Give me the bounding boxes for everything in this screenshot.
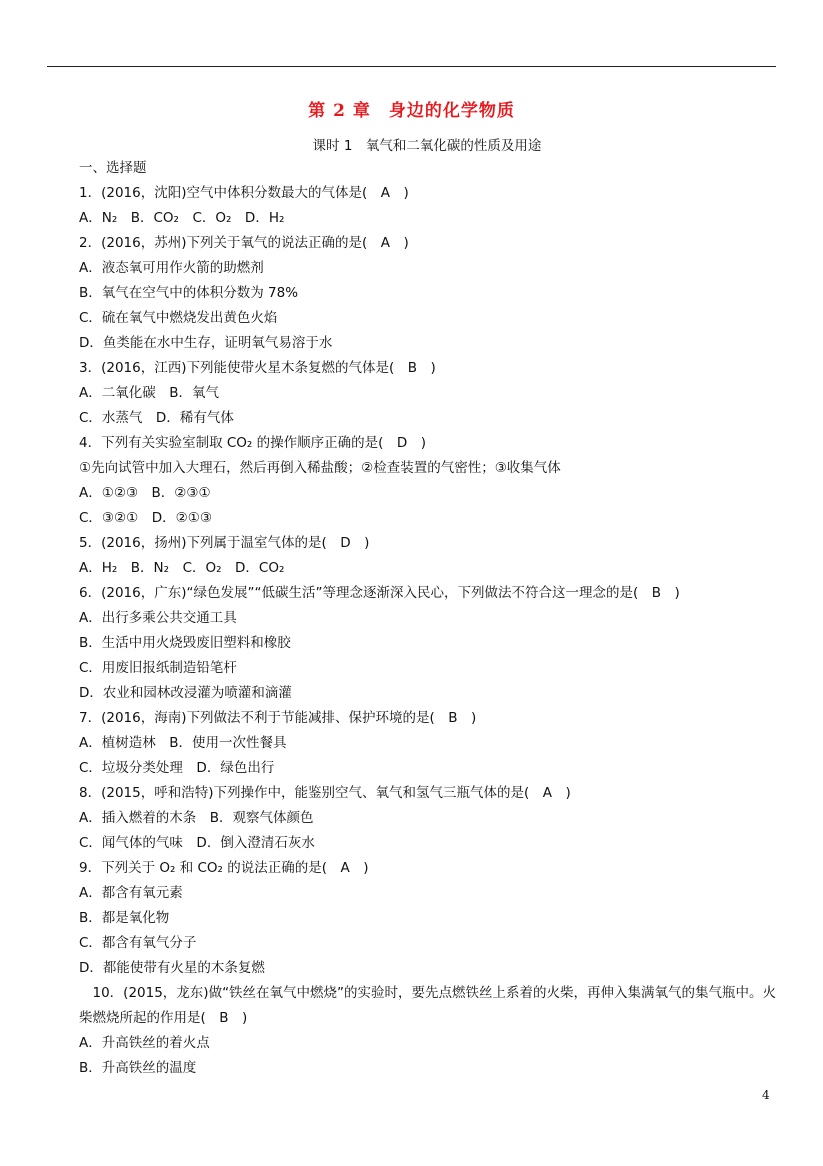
question-7-options-ab: A．植树造林 B．使用一次性餐具 (79, 735, 287, 751)
header-rule (47, 66, 776, 67)
question-6-option-d: D．农业和园林改浸灌为喷灌和滴灌 (79, 685, 292, 701)
question-3-options-cd: C．水蒸气 D．稀有气体 (79, 410, 234, 426)
question-4: 4．下列有关实验室制取 CO₂ 的操作顺序正确的是( D ) (79, 435, 427, 451)
question-7-options-cd: C．垃圾分类处理 D．绿色出行 (79, 760, 275, 776)
question-2-option-a: A．液态氧可用作火箭的助燃剂 (79, 260, 264, 276)
question-3: 3．(2016，江西)下列能使带火星木条复燃的气体是( B ) (79, 360, 436, 376)
question-5: 5．(2016，扬州)下列属于温室气体的是( D ) (79, 535, 370, 551)
question-5-options: A．H₂ B．N₂ C．O₂ D．CO₂ (79, 560, 285, 576)
question-9-option-c: C．都含有氧气分子 (79, 935, 197, 951)
section-heading: 一、选择题 (79, 160, 147, 176)
question-4-options-ab: A．①②③ B．②③① (79, 485, 211, 501)
lesson-title: 课时 1 氧气和二氧化碳的性质及用途 (312, 138, 542, 154)
question-2-option-c: C．硫在氧气中燃烧发出黄色火焰 (79, 310, 278, 326)
question-2-option-b: B．氧气在空气中的体积分数为 78% (79, 285, 299, 301)
question-4-options-cd: C．③②① D．②①③ (79, 510, 212, 526)
question-8-options-ab: A．插入燃着的木条 B．观察气体颜色 (79, 810, 314, 826)
question-7: 7．(2016，海南)下列做法不利于节能减排、保护环境的是( B ) (79, 710, 477, 726)
question-2-option-d: D．鱼类能在水中生存，证明氧气易溶于水 (79, 335, 333, 351)
question-2: 2．(2016，苏州)下列关于氧气的说法正确的是( A ) (79, 235, 409, 251)
question-10: 10．(2015，龙东)做“铁丝在氧气中燃烧”的实验时，要先点燃铁丝上系着的火柴，再伸入集满氧气的集气瓶中。火柴燃烧所起的作用是( B ) (79, 985, 777, 1026)
question-1: 1．(2016，沈阳)空气中体积分数最大的气体是( A ) (79, 185, 409, 201)
question-9-option-a: A．都含有氧元素 (79, 885, 183, 901)
question-10-option-b: B．升高铁丝的温度 (79, 1060, 197, 1076)
question-8: 8．(2015，呼和浩特)下列操作中，能鉴别空气、氧气和氢气三瓶气体的是( A ) (79, 785, 571, 801)
question-6: 6．(2016，广东)“绿色发展”“低碳生活”等理念逐渐深入民心，下列做法不符合这一理念的是( B ) (79, 585, 680, 601)
question-9-option-b: B．都是氧化物 (79, 910, 170, 926)
question-6-option-a: A．出行多乘公共交通工具 (79, 610, 237, 626)
question-9: 9．下列关于 O₂ 和 CO₂ 的说法正确的是( A ) (79, 860, 369, 876)
question-9-option-d: D．都能使带有火星的木条复燃 (79, 960, 265, 976)
question-8-options-cd: C．闻气体的气味 D．倒入澄清石灰水 (79, 835, 315, 851)
page-number: 4 (762, 1088, 770, 1102)
question-1-options: A．N₂ B．CO₂ C．O₂ D．H₂ (79, 210, 285, 226)
question-6-option-c: C．用废旧报纸制造铅笔杆 (79, 660, 237, 676)
question-4-steps: ①先向试管中加入大理石，然后再倒入稀盐酸；②检查装置的气密性；③收集气体 (79, 460, 561, 476)
question-6-option-b: B．生活中用火烧毁废旧塑料和橡胶 (79, 635, 291, 651)
document-body (79, 156, 779, 1081)
chapter-title: 第 2 章 身边的化学物质 (308, 101, 515, 121)
question-10-option-a: A．升高铁丝的着火点 (79, 1035, 210, 1051)
question-3-options-ab: A．二氧化碳 B．氧气 (79, 385, 219, 401)
